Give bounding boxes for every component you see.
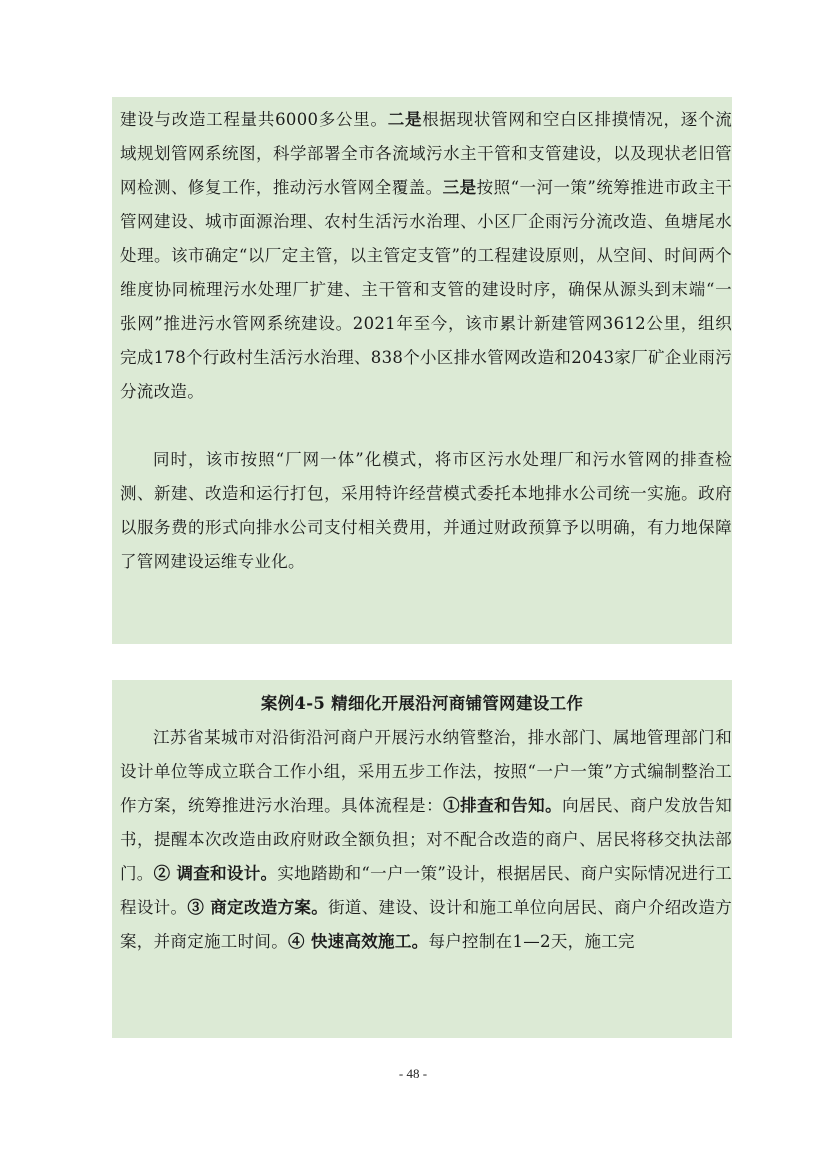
step-2-heading: ② 调查和设计。 bbox=[153, 864, 278, 883]
step-3-heading: ③ 商定改造方案。 bbox=[187, 898, 329, 917]
paragraph-plant-network-integration: 同时，该市按照“厂网一体”化模式，将市区污水处理厂和污水管网的排查检测、新建、改造和运行打包，采用特许经营模式委托本地排水公司统一实施。政府以服务费的形式向排水公司支付相关费用，并通过财政预算予以明确，有力地保障了管网建设运维专业化。 bbox=[120, 450, 732, 571]
paragraph-case-description bbox=[120, 721, 732, 959]
paragraph-pipe-network-construction bbox=[120, 103, 732, 409]
text-span: 建设与改造工程量共6000多公里。 bbox=[120, 110, 388, 129]
page-number: - 48 - bbox=[398, 1066, 428, 1081]
text-span: 根据现状管网和空白区排摸情况，逐个流域规划管网系统图，科学部署全市各流域污水主干管和支管建设，以及现状老旧管网检测、修复工作，推动污水管网全覆盖。 bbox=[120, 110, 733, 197]
text-span: 实地踏勘和“一户一策”设计，根据居民、商户实际情况进行工程设计。 bbox=[120, 864, 732, 917]
bold-marker-third: 三是 bbox=[442, 178, 477, 197]
text-span: 每户控制在1—2天，施工完 bbox=[428, 932, 635, 951]
text-span: 按照“一河一策”统筹推进市政主干管网建设、城市面源治理、农村生活污水治理、小区厂企雨污分流改造、鱼塘尾水处理。该市确定“以厂定主管，以主管定支管”的工程建设原则，从空间、时间两个维度协同梳理污水处理厂扩建、主干管和支管的建设时序，确保从源头到末端“一张网”推进污水管网系统建设。2021年至今，该市累计新建管网3612公里，组织完成178个行政村生活污水治理、838个小区排水管网改造和2043家厂矿企业雨污分流改造。 bbox=[120, 178, 732, 401]
step-1-heading: ①排查和告知。 bbox=[443, 796, 563, 815]
text-span: 街道、建设、设计和施工单位向居民、商户介绍改造方案，并商定施工时间。 bbox=[120, 898, 732, 951]
text-span: 江苏省某城市对沿街沿河商户开展污水纳管整治，排水部门、属地管理部门和设计单位等成立联合工作小组，采用五步工作法，按照“一户一策”方式编制整治工作方案，统筹推进污水治理。具体流程是： bbox=[120, 728, 732, 815]
case-box bbox=[112, 680, 732, 1038]
step-4-heading: ④ 快速高效施工。 bbox=[288, 932, 429, 951]
text-span: 向居民、商户发放告知书，提醒本次改造由政府财政全额负担；对不配合改造的商户、居民将移交执法部门。 bbox=[120, 796, 733, 883]
highlight-box-top bbox=[112, 97, 732, 644]
case-title: 案例4-5 精细化开展沿河商铺管网建设工作 bbox=[260, 694, 584, 713]
bold-marker-second: 二是 bbox=[387, 110, 423, 129]
